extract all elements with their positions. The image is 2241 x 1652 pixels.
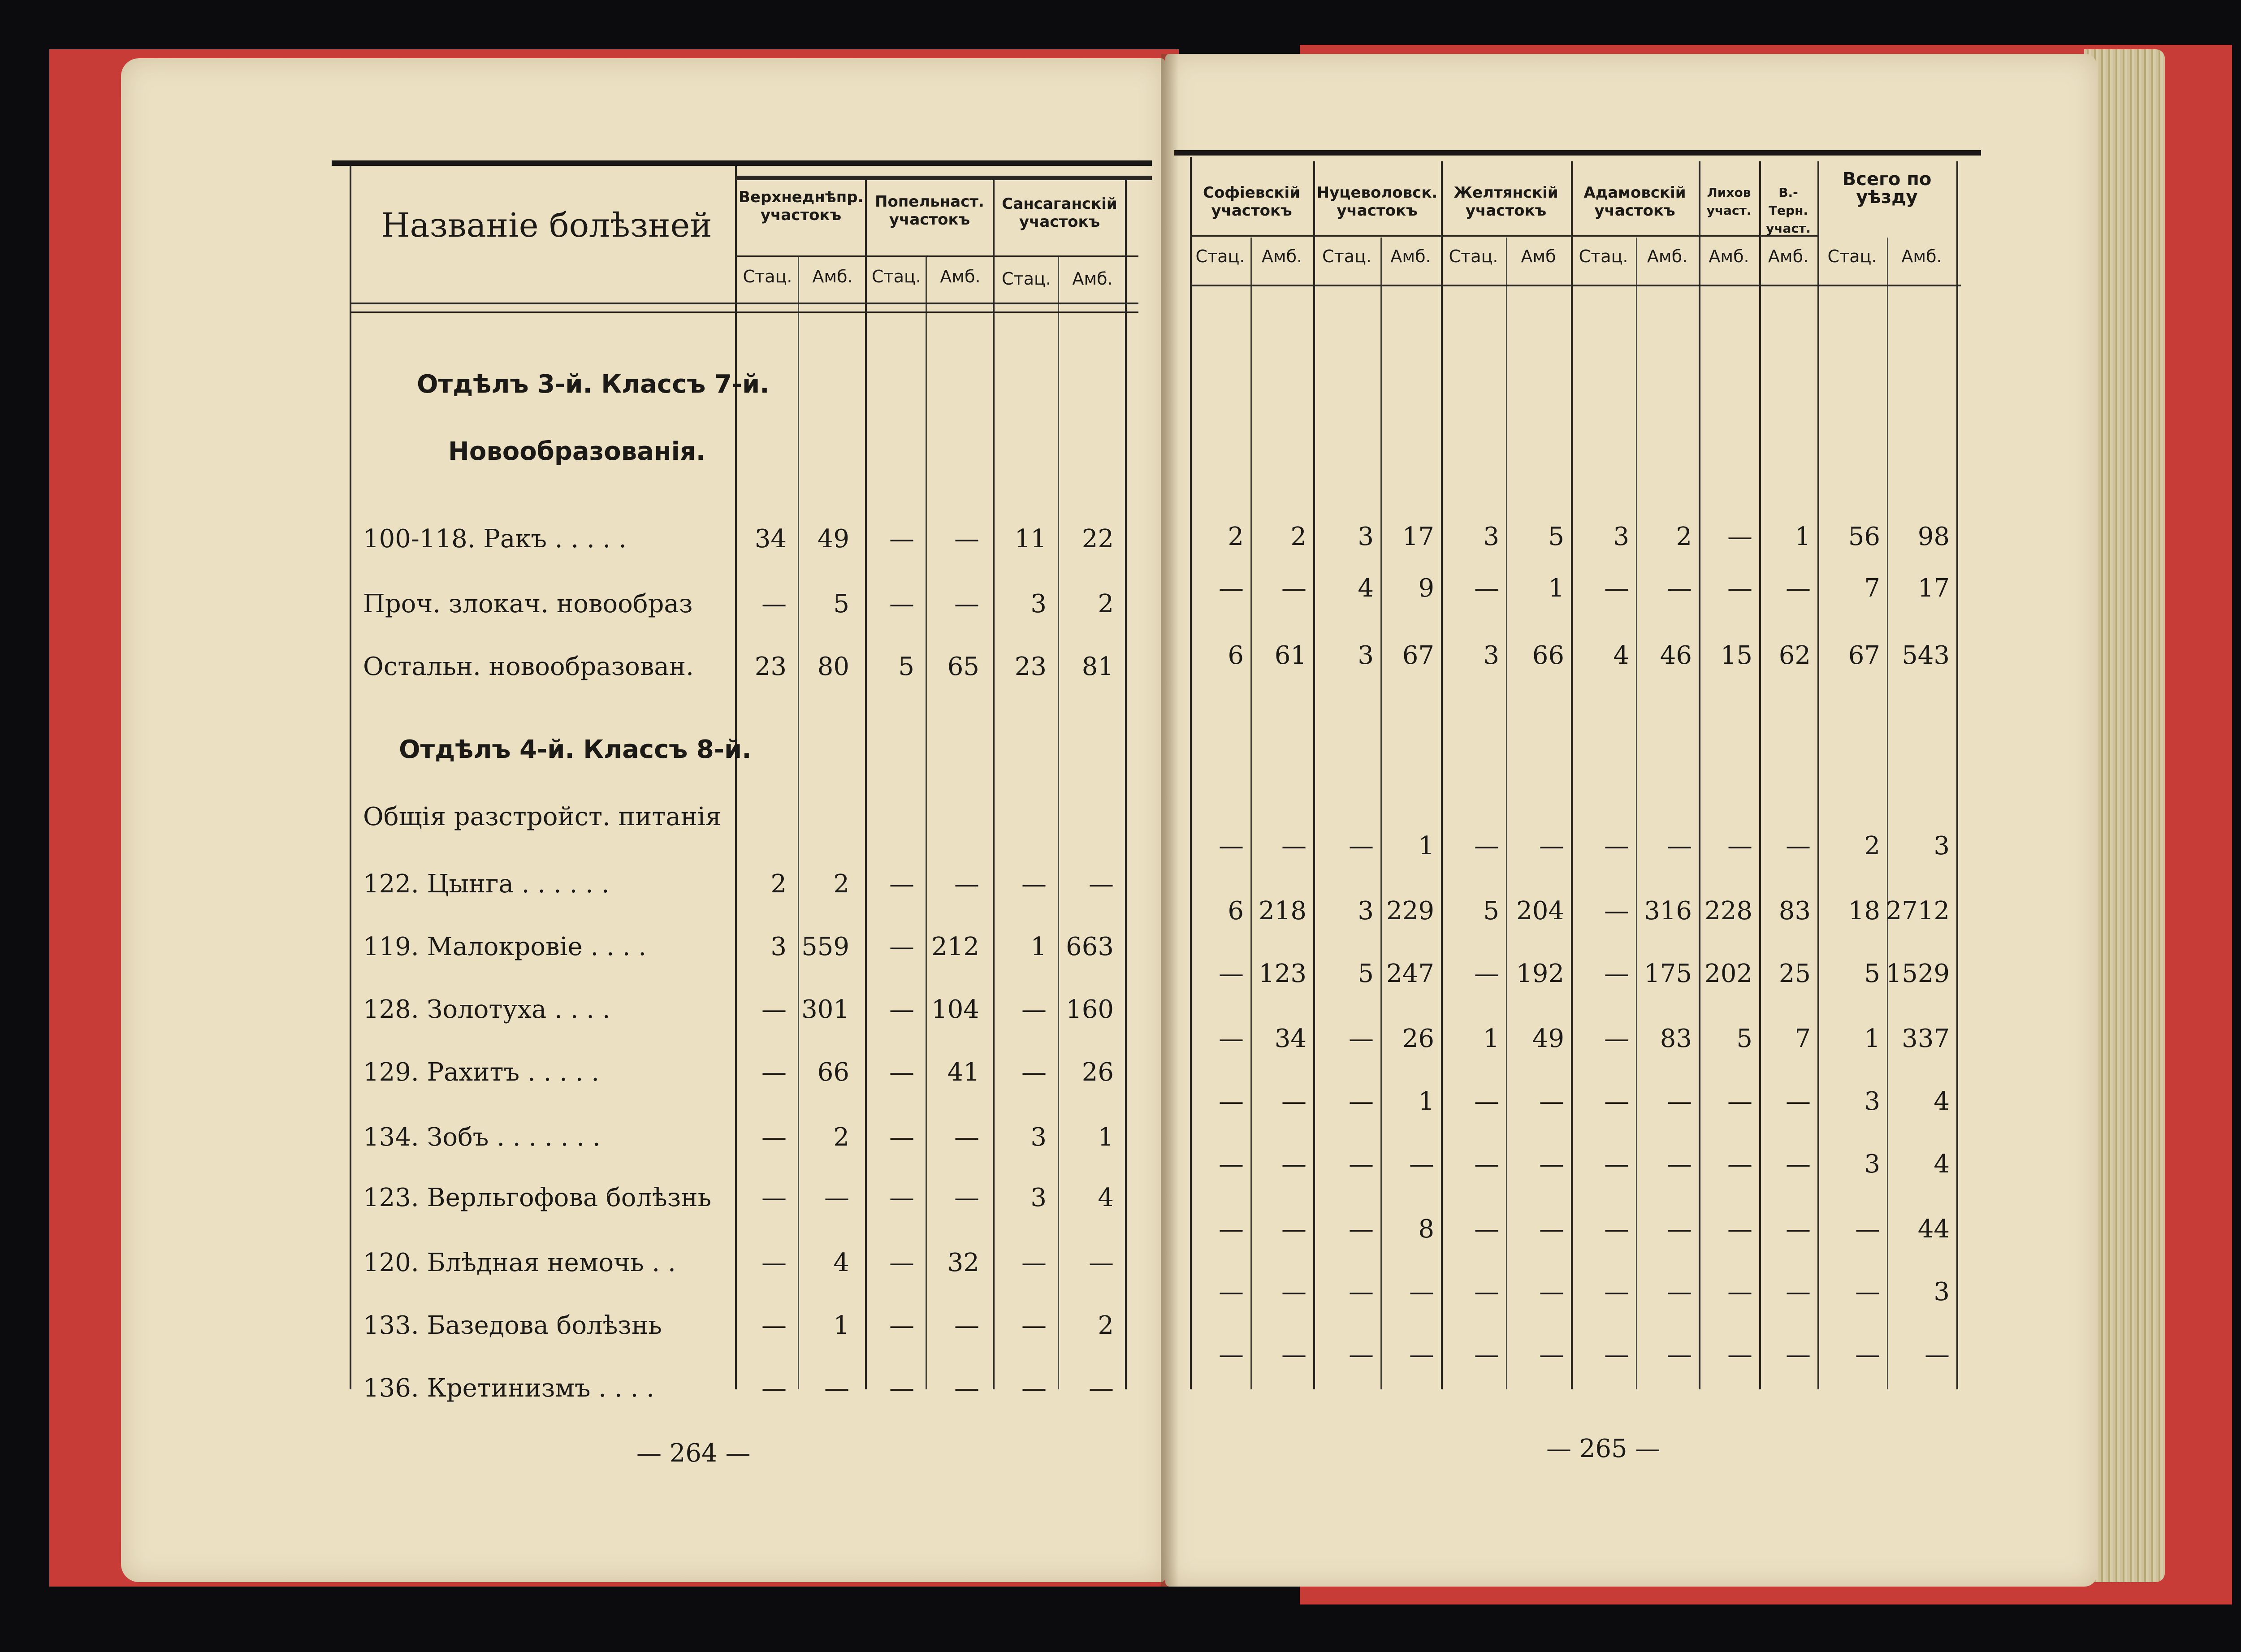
table-cell: — [824,1183,849,1212]
table-cell: 3 [1483,522,1499,551]
right-page [1165,54,2098,1587]
row-label: 128. Золотуха . . . . [363,995,610,1024]
table-cell: 4 [1934,1087,1950,1116]
table-cell: — [1604,1340,1629,1369]
table-cell: — [1786,1150,1811,1179]
table-cell: 218 [1259,896,1307,925]
table-cell: 3 [1864,1150,1880,1179]
table-cell: 9 [1418,574,1434,603]
subheader-amb: Амб. [940,267,981,286]
table-cell: — [1281,574,1307,603]
table-cell: — [1604,896,1629,925]
table-cell: 2 [1098,1311,1114,1340]
table-cell: — [1539,1087,1564,1116]
table-cell: 3 [1934,831,1950,861]
table-cell: 2 [833,869,849,899]
subheader-rule [735,255,1138,257]
table-cell: 22 [1082,524,1114,554]
left-page [121,58,1165,1582]
row-label: Остальн. новообразован. [363,652,694,681]
table-cell: — [889,932,914,961]
table-cell: 301 [801,995,849,1024]
table-cell: — [1219,1277,1244,1306]
table-cell: 212 [931,932,979,961]
table-cell: 32 [947,1248,979,1277]
table-cell: 123 [1259,959,1307,988]
table-cell: — [954,1311,979,1340]
table-cell: 34 [754,524,787,554]
table-cell: — [761,1123,787,1152]
table-cell: 67 [1848,641,1880,670]
table-cell: — [1539,1150,1564,1179]
table-cell: — [1604,1024,1629,1053]
header-bottom-rule [1190,285,1961,286]
table-cell: 2 [1676,522,1692,551]
table-cell: — [1786,1087,1811,1116]
table-cell: 83 [1778,896,1811,925]
table-cell: — [1604,1277,1629,1306]
table-cell: — [1855,1215,1880,1244]
table-cell: 49 [1532,1024,1564,1053]
table-cell: 3 [770,932,787,961]
column-divider [1313,161,1315,1389]
table-cell: — [1727,1215,1752,1244]
table-cell: — [1667,1215,1692,1244]
table-cell: — [1727,1277,1752,1306]
column-header: Сансаганскій участокъ [1002,195,1117,231]
table-cell: 1 [1418,831,1434,861]
table-cell: — [1349,1024,1374,1053]
table-cell: 11 [1014,524,1047,554]
table-cell: — [889,1123,914,1152]
table-cell: 2 [1228,522,1244,551]
subcolumn-divider [1058,255,1059,1389]
table-cell: — [1281,831,1307,861]
table-cell: — [1474,1150,1499,1179]
table-cell: — [1474,574,1499,603]
table-cell: — [761,589,787,618]
table-cell: — [1219,1340,1244,1369]
column-header: Попельнаст. участокъ [875,193,984,229]
table-cell: — [1604,831,1629,861]
table-cell: — [1786,1340,1811,1369]
table-cell: 160 [1066,995,1114,1024]
table-cell: — [1474,1215,1499,1244]
table-cell: 26 [1402,1024,1434,1053]
table-cell: — [1349,831,1374,861]
table-cell: — [1021,1248,1047,1277]
table-cell: — [1089,869,1114,899]
table-cell: — [1474,831,1499,861]
table-cell: — [1349,1215,1374,1244]
table-cell: 204 [1516,896,1564,925]
table-cell: — [1349,1150,1374,1179]
table-cell: 1 [1795,522,1811,551]
table-cell: — [1089,1248,1114,1277]
table-cell: — [1604,959,1629,988]
table-cell: 3 [1358,641,1374,670]
table-cell: — [1219,1024,1244,1053]
column-divider [1699,161,1700,1389]
table-cell: — [1539,1215,1564,1244]
subheader-stac: Стац. [1827,247,1877,266]
table-cell: — [1604,1087,1629,1116]
table-cell: 337 [1902,1024,1950,1053]
table-cell: 1 [1548,574,1564,603]
table-cell: — [1474,1277,1499,1306]
table-cell: — [889,1183,914,1212]
column-header: Верхнеднѣпр. участокъ [739,188,864,224]
row-label: 122. Цынга . . . . . . [363,869,610,899]
column-header: Адамовскій участокъ [1583,184,1686,220]
column-divider [1441,161,1443,1389]
top-rule [1174,150,1981,156]
table-cell: — [889,1374,914,1403]
table-cell: — [1604,1215,1629,1244]
table-cell: 8 [1418,1215,1434,1244]
table-cell: 228 [1705,896,1752,925]
table-cell: 98 [1917,522,1950,551]
table-cell: — [1727,1340,1752,1369]
table-cell: — [1021,1311,1047,1340]
subheader-rule [1190,235,1817,237]
subheader-amb: Амб. [1901,247,1942,266]
table-cell: — [889,1058,914,1087]
table-cell: 23 [754,652,787,681]
subsection-label: Общія разстройст. питанія [363,802,722,831]
row-label: 129. Рахитъ . . . . . [363,1058,600,1087]
table-cell: — [1786,1215,1811,1244]
table-cell: 5 [833,589,849,618]
table-cell: 202 [1705,959,1752,988]
table-left-border [350,166,351,1389]
page-number: — 264 — [636,1439,751,1468]
table-cell: 4 [1358,574,1374,603]
table-cell: — [889,1311,914,1340]
table-cell: — [1219,959,1244,988]
disease-header: Названіе болѣзней [381,206,712,245]
table-cell: 17 [1402,522,1434,551]
table-cell: — [1786,831,1811,861]
table-cell: 67 [1402,641,1434,670]
table-cell: 46 [1660,641,1692,670]
table-cell: — [1219,574,1244,603]
table-cell: — [761,1311,787,1340]
subcolumn-divider [798,255,799,1389]
column-header: Желтянскій участокъ [1454,184,1558,220]
table-cell: 1 [833,1311,849,1340]
table-cell: — [1021,869,1047,899]
table-cell: — [954,1123,979,1152]
table-cell: 5 [1358,959,1374,988]
subheader-amb: Амб [1521,247,1556,266]
table-cell: 2 [1864,831,1880,861]
subheader-stac: Стац. [1449,247,1498,266]
row-label: 120. Блѣдная немочь . . [363,1248,676,1277]
subheader-stac: Стац. [1579,247,1628,266]
row-label: Проч. злокач. новообраз [363,589,693,618]
table-cell: — [1604,574,1629,603]
table-cell: 3 [1864,1087,1880,1116]
row-label: 136. Кретинизмъ . . . . [363,1374,654,1403]
table-cell: — [1539,1340,1564,1369]
header-rule [735,176,1152,180]
table-cell: 5 [1736,1024,1752,1053]
table-cell: 56 [1848,522,1880,551]
table-cell: — [1474,1087,1499,1116]
row-label: 123. Верльгофова болѣзнь [363,1183,712,1212]
row-label: 119. Малокровіе . . . . [363,932,647,961]
table-cell: 4 [833,1248,849,1277]
table-left-border [1190,157,1192,1389]
table-cell: — [1855,1340,1880,1369]
header-bottom-rule [350,303,1138,304]
column-divider [1571,161,1573,1389]
column-header: Всего по уѣзду [1842,169,1932,208]
column-divider [1759,161,1761,1389]
table-cell: 7 [1795,1024,1811,1053]
row-label: 133. Базедова болѣзнь [363,1311,662,1340]
table-cell: 4 [1098,1183,1114,1212]
table-cell: — [1667,574,1692,603]
table-cell: 316 [1644,896,1692,925]
table-cell: — [761,1183,787,1212]
table-cell: 2 [770,869,787,899]
table-cell: — [761,1374,787,1403]
table-cell: — [1667,831,1692,861]
table-cell: 41 [947,1058,979,1087]
table-cell: — [1925,1340,1950,1369]
table-cell: 2712 [1886,896,1950,925]
subheader-amb: Амб. [1768,247,1809,266]
subcolumn-divider [926,255,927,1389]
table-cell: — [1089,1374,1114,1403]
table-cell: — [1727,522,1752,551]
column-header: Лихов участ. [1706,185,1752,218]
table-cell: — [1539,1277,1564,1306]
page-number: — 265 — [1546,1434,1661,1463]
table-cell: 229 [1386,896,1434,925]
table-cell: 3 [1934,1277,1950,1306]
table-cell: — [954,589,979,618]
table-cell: 5 [1548,522,1564,551]
table-cell: 1 [1864,1024,1880,1053]
table-cell: 61 [1274,641,1307,670]
section-heading: Отдѣлъ 4-й. Классъ 8-й. [399,735,752,764]
table-cell: 175 [1644,959,1692,988]
subheader-amb: Амб. [1072,269,1113,289]
table-cell: — [1667,1087,1692,1116]
table-cell: 3 [1483,641,1499,670]
table-cell: 4 [1613,641,1629,670]
table-cell: 1 [1098,1123,1114,1152]
table-cell: — [1021,995,1047,1024]
table-cell: — [1219,831,1244,861]
table-cell: 5 [1483,896,1499,925]
table-cell: — [1281,1215,1307,1244]
table-cell: 2 [1098,589,1114,618]
table-cell: — [761,1248,787,1277]
table-cell: — [761,1058,787,1087]
table-cell: 65 [947,652,979,681]
table-cell: 192 [1516,959,1564,988]
table-cell: — [1786,574,1811,603]
table-cell: 44 [1917,1215,1950,1244]
table-cell: — [1021,1058,1047,1087]
table-cell: — [1349,1277,1374,1306]
table-cell: 6 [1228,641,1244,670]
table-cell: — [1667,1150,1692,1179]
table-cell: — [889,589,914,618]
subheader-stac: Стац. [872,267,921,286]
section-heading: Новообразованія. [448,437,706,466]
column-divider [1817,161,1819,1389]
table-cell: — [1667,1340,1692,1369]
column-header: Нуцеволовск. участокъ [1316,184,1438,220]
subheader-amb: Амб. [1261,247,1302,266]
table-cell: — [1727,1150,1752,1179]
table-cell: — [761,995,787,1024]
table-cell: — [889,995,914,1024]
table-cell: 2 [1290,522,1307,551]
table-cell: — [1409,1277,1434,1306]
table-cell: — [1604,1150,1629,1179]
section-heading: Отдѣлъ 3-й. Классъ 7-й. [417,370,770,399]
table-cell: 559 [801,932,849,961]
table-cell: 25 [1778,959,1811,988]
table-cell: 26 [1082,1058,1114,1087]
book-gutter [1161,54,1179,1587]
table-cell: 663 [1066,932,1114,961]
table-cell: — [1727,574,1752,603]
column-header: В.-Терн. участ. [1766,185,1811,236]
row-label: 134. Зобъ . . . . . . . [363,1123,601,1152]
table-cell: 15 [1720,641,1752,670]
table-cell: — [1281,1277,1307,1306]
table-cell: — [1855,1277,1880,1306]
table-cell: — [1474,1340,1499,1369]
table-cell: — [1281,1150,1307,1179]
table-cell: 2 [833,1123,849,1152]
table-cell: 18 [1848,896,1880,925]
table-cell: 66 [817,1058,849,1087]
table-cell: — [1349,1087,1374,1116]
table-cell: — [1349,1340,1374,1369]
subheader-stac: Стац. [1322,247,1371,266]
table-cell: 1 [1483,1024,1499,1053]
table-cell: 1529 [1886,959,1950,988]
table-cell: 5 [1864,959,1880,988]
table-cell: 17 [1917,574,1950,603]
subheader-amb: Амб. [1709,247,1749,266]
table-cell: — [1281,1340,1307,1369]
table-cell: — [954,1374,979,1403]
subheader-stac: Стац. [743,267,792,286]
table-cell: 83 [1660,1024,1692,1053]
table-cell: — [889,869,914,899]
table-cell: 247 [1386,959,1434,988]
table-cell: — [1539,831,1564,861]
table-cell: — [824,1374,849,1403]
table-cell: 3 [1030,1123,1047,1152]
top-rule [332,160,1152,166]
table-cell: 104 [931,995,979,1024]
table-cell: 1 [1030,932,1047,961]
column-header: Софіевскій участокъ [1203,184,1300,220]
table-cell: — [1727,831,1752,861]
table-cell: 7 [1864,574,1880,603]
row-label: 100-118. Ракъ . . . . . [363,524,627,554]
table-cell: — [1474,959,1499,988]
table-cell: — [1281,1087,1307,1116]
table-cell: — [1219,1150,1244,1179]
table-cell: 3 [1030,1183,1047,1212]
column-divider [1956,161,1958,1389]
table-cell: — [954,1183,979,1212]
table-cell: 62 [1778,641,1811,670]
table-cell: 66 [1532,641,1564,670]
table-cell: 34 [1274,1024,1307,1053]
table-cell: — [1219,1087,1244,1116]
table-cell: 81 [1082,652,1114,681]
table-cell: — [1727,1087,1752,1116]
table-cell: 23 [1014,652,1047,681]
table-cell: — [954,524,979,554]
table-cell: — [1219,1215,1244,1244]
header-bottom-rule-2 [350,311,1138,313]
table-cell: 4 [1934,1150,1950,1179]
table-cell: 49 [817,524,849,554]
subheader-stac: Стац. [1002,269,1051,289]
table-cell: — [889,524,914,554]
table-cell: 543 [1902,641,1950,670]
table-cell: 80 [817,652,849,681]
table-cell: — [1409,1340,1434,1369]
subheader-amb: Амб. [812,267,853,286]
subheader-stac: Стац. [1195,247,1245,266]
table-cell: — [1786,1277,1811,1306]
subheader-amb: Амб. [1647,247,1688,266]
table-cell: 3 [1358,522,1374,551]
table-cell: 1 [1418,1087,1434,1116]
table-cell: 3 [1613,522,1629,551]
table-cell: 3 [1358,896,1374,925]
subheader-amb: Амб. [1390,247,1431,266]
table-cell: 6 [1228,896,1244,925]
table-cell: — [1021,1374,1047,1403]
table-cell: — [1409,1150,1434,1179]
table-cell: 3 [1030,589,1047,618]
column-divider [1125,179,1127,1389]
table-cell: — [1667,1277,1692,1306]
table-cell: — [954,869,979,899]
table-cell: — [889,1248,914,1277]
table-cell: 5 [898,652,914,681]
